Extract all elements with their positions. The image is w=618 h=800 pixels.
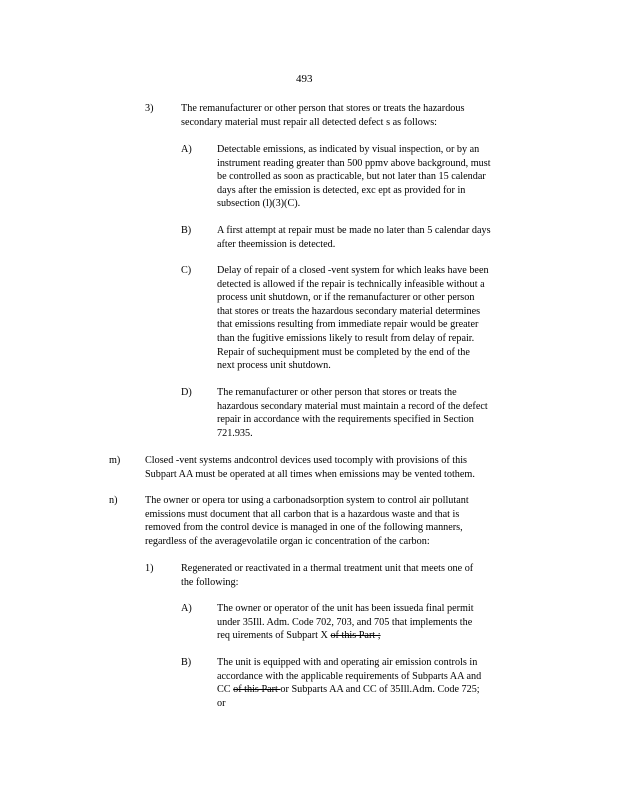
text-line: Regenerated or reactivated in a thermal treatment unit that meets one of <box>181 563 474 574</box>
page-number: 493 <box>296 73 313 85</box>
item-label: C) <box>181 265 192 276</box>
item-label: m) <box>109 455 121 466</box>
text-line: Delay of repair of a closed -vent system for which leaks have been <box>217 265 489 276</box>
item-label: D) <box>181 387 192 398</box>
paragraph-n1a <box>217 602 474 643</box>
text-line: The unit is equipped with and operating air emission controls in <box>217 657 478 668</box>
text-line: emissions must document that all carbon that is a hazardous waste and that is <box>145 508 460 520</box>
item-label: A) <box>181 603 192 614</box>
text-line <box>217 629 474 643</box>
text-line: accordance with the applicable requirements of Subparts AA and <box>217 670 482 682</box>
text-fragment: or Subparts AA and CC of 35Ill.Adm. Code 725; <box>280 684 480 696</box>
item-label: B) <box>181 225 192 236</box>
paragraph-n <box>145 494 469 548</box>
item-label: 1) <box>145 563 154 574</box>
paragraph-3b <box>217 224 491 251</box>
paragraph-m <box>145 454 475 481</box>
text-line: that emissions resulting from immediate repair would be greater <box>217 319 479 331</box>
text-line: instrument reading greater than 500 ppmv above background, must <box>217 157 491 169</box>
text-line: 721.935. <box>217 427 253 439</box>
text-line: under 35Ill. Adm. Code 702, 703, and 705 that implements the <box>217 616 473 628</box>
text-line <box>217 683 481 697</box>
text-line: The owner or opera tor using a carbonadsorption system to control air pollutant <box>145 495 469 506</box>
text-line: that stores or treats the hazardous secondary material determines <box>217 305 481 317</box>
struck-text: of this Part <box>233 684 281 696</box>
text-line: after theemission is detected. <box>217 238 336 250</box>
text-line: repair in accordance with the requirements specified in Section <box>217 414 474 426</box>
text-fragment: req uirements of Subpart X <box>217 630 331 642</box>
text-line: A first attempt at repair must be made no later than 5 calendar days <box>217 225 491 236</box>
struck-text: of this Part ; <box>330 630 381 642</box>
text-line: regardless of the averagevolatile organ ic concentration of the carbon: <box>145 535 430 547</box>
item-label: n) <box>109 495 118 506</box>
text-line: The remanufacturer or other person that stores or treats the <box>217 387 457 398</box>
text-line: the following: <box>181 576 239 588</box>
paragraph-3d <box>217 386 488 440</box>
text-line: than the fugitive emissions likely to result from delay of repair. <box>217 332 475 344</box>
text-line: or <box>217 697 226 709</box>
text-line: process unit shutdown, or if the remanufacturer or other person <box>217 292 475 304</box>
item-label: A) <box>181 144 192 155</box>
text-line: subsection (l)(3)(C). <box>217 198 301 210</box>
text-line: be controlled as soon as practicable, but not later than 15 calendar <box>217 171 486 183</box>
text-line: Closed -vent systems andcontrol devices used tocomply with provisions of this <box>145 455 468 466</box>
text-fragment: CC <box>217 684 234 696</box>
text-line: secondary material must repair all detected defect s as follows: <box>181 116 438 128</box>
paragraph-3 <box>181 102 464 129</box>
text-line: The remanufacturer or other person that stores or treats the hazardous <box>181 103 465 114</box>
text-line: detected is allowed if the repair is technically infeasible without a <box>217 278 485 290</box>
text-line: The owner or operator of the unit has been issueda final permit <box>217 603 474 614</box>
item-label: 3) <box>145 103 154 114</box>
paragraph-3c <box>217 264 489 373</box>
paragraph-n1b <box>217 656 481 710</box>
text-line: removed from the control device is managed in one of the following manners, <box>145 522 463 534</box>
text-line: Repair of suchequipment must be completed by the end of the <box>217 346 470 358</box>
text-line: days after the emission is detected, exc ept as provided for in <box>217 184 466 196</box>
text-line: Detectable emissions, as indicated by visual inspection, or by an <box>217 144 480 155</box>
text-line: hazardous secondary material must maintain a record of the defect <box>217 400 488 412</box>
text-line: next process unit shutdown. <box>217 360 331 372</box>
paragraph-3a <box>217 143 491 211</box>
paragraph-n1 <box>181 562 473 589</box>
item-label: B) <box>181 657 192 668</box>
text-line: Subpart AA must be operated at all times when emissions may be vented tothem. <box>145 468 475 480</box>
